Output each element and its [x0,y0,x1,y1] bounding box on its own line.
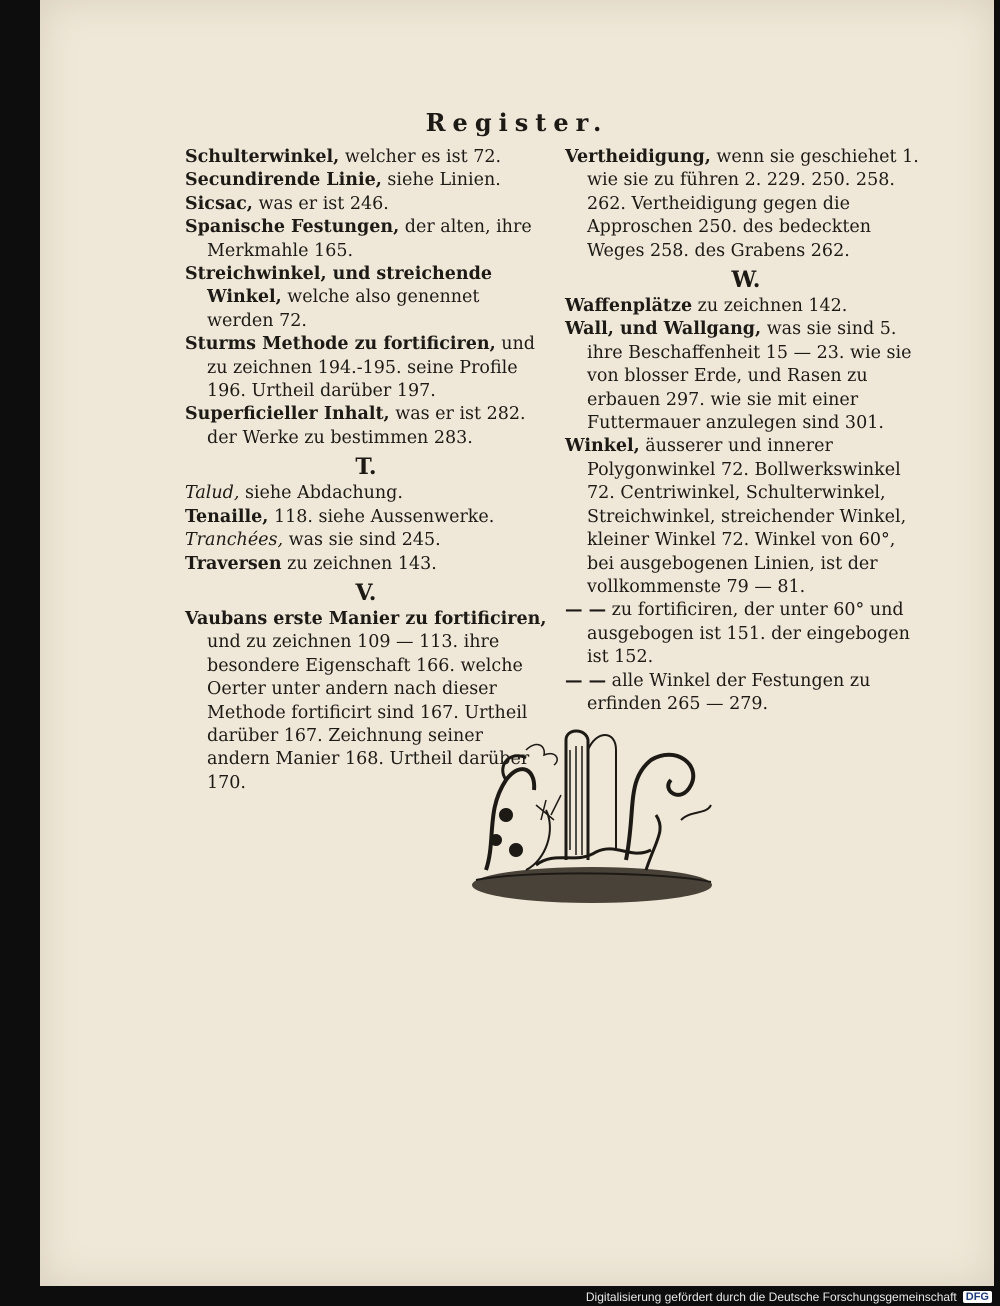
register-entry [185,216,547,263]
entry-term: Superficieller Inhalt, [185,404,390,425]
entry-text: welche also genennet werden 72. [207,287,480,331]
footer-bar [0,1288,1000,1306]
entry-term: Tenaille, [185,506,269,527]
section-letter: W. [731,267,761,294]
register-entry [185,333,547,403]
entry-term: Vertheidigung, [565,147,711,167]
entry-term: Waffenplätze [565,296,693,317]
register-entry [185,506,547,529]
register-entry [565,318,927,435]
entry-text: alle Winkel der Festungen zu erfinden 265 — 279. [587,670,871,714]
entry-text: zu fortificiren, der unter 60° und ausgebogen ist 151. der eingebogen ist 152. [587,600,910,668]
footer-credit: Digitalisierung gefördert durch die Deutsche Forschungsgemeinschaft [585,1290,957,1304]
dfg-logo: DFG [963,1291,992,1303]
entry-term: Spanische Festungen, [185,217,400,238]
register-entry [185,553,547,576]
entry-text: zu zeichnen 143. [281,553,437,574]
register-entry [185,193,547,216]
entry-text: der alten, ihre Merkmahle 165. [207,217,532,261]
book-page [40,0,994,1286]
section-letter: V. [355,579,377,606]
register-entry [565,146,927,263]
section-letter: T. [355,454,377,481]
left-column [185,146,547,795]
entry-term: Traversen [185,553,282,574]
woodcut-vignette [466,720,718,910]
register-entry [185,403,547,450]
entry-term: — — [565,600,607,621]
entry-term: Winkel, [565,436,640,457]
register-entry [185,169,547,192]
register-entry [185,146,547,169]
entry-text: und zu zeichnen 194.-195. seine Profile 196. Urtheil darüber 197. [207,334,535,402]
entry-term: Secundirende Linie, [185,170,382,191]
entry-text: wenn sie geschiehet 1. wie sie zu führen 2. 229. 250. 258. 262. Vertheidigung gegen die Approschen 250. des bedeckten Weges 258. des Grabens 262. [587,147,919,261]
entry-term: Wall, und Wallgang, [565,319,762,340]
entry-term: Vaubans erste Manier zu fortificiren, [185,608,547,629]
entry-text: welcher es ist 72. [339,147,502,167]
page-header: Register. [425,108,609,137]
entry-term: Talud, [185,483,240,504]
entry-term: Sicsac, [185,193,253,214]
register-entry [185,263,547,333]
entry-term: Schulterwinkel, [185,147,340,167]
register-entry [565,295,927,318]
register-entry [185,529,547,552]
entry-term: Sturms Methode zu fortificiren, [185,334,496,355]
entry-text: was er ist 246. [252,193,389,214]
entry-text: siehe Abdachung. [239,483,403,504]
entry-text: siehe Linien. [381,170,501,191]
entry-text: was er ist 282. der Werke zu bestimmen 283. [207,404,526,448]
entry-text: äusserer und innerer Polygonwinkel 72. Bollwerkswinkel 72. Centriwinkel, Schulterwinkel, Streichwinkel, streichender Winkel, kleiner Winkel 72. Winkel von 60°, bei ausgebogenen Linien, ist der vollkommenste 79 — 81. [587,436,907,597]
register-entry [185,482,547,505]
register-entry [565,599,927,669]
entry-term: — — [565,670,607,691]
register-entry [565,435,927,599]
entry-text: was sie sind 245. [283,530,441,551]
entry-term: Streichwinkel, und streichende Winkel, [185,264,492,308]
entry-text: zu zeichnen 142. [692,296,848,317]
entry-text: und zu zeichnen 109 — 113. ihre besondere Eigenschaft 166. welche Oerter unter andern nach dieser Methode fortificirt sind 167. Urtheil darüber 167. Zeichnung seiner andern Manier 168. Urtheil darüber 170. [207,632,530,793]
entry-text: 118. siehe Aussenwerke. [268,506,495,527]
register-entry [565,670,927,717]
entry-term: Tranchées, [185,530,284,551]
entry-text: was sie sind 5. ihre Beschaffenheit 15 — 23. wie sie von blosser Erde, und Rasen zu erbauen 297. wie sie mit einer Futtermauer anzulegen sind 301. [587,319,912,434]
right-column [565,146,927,716]
